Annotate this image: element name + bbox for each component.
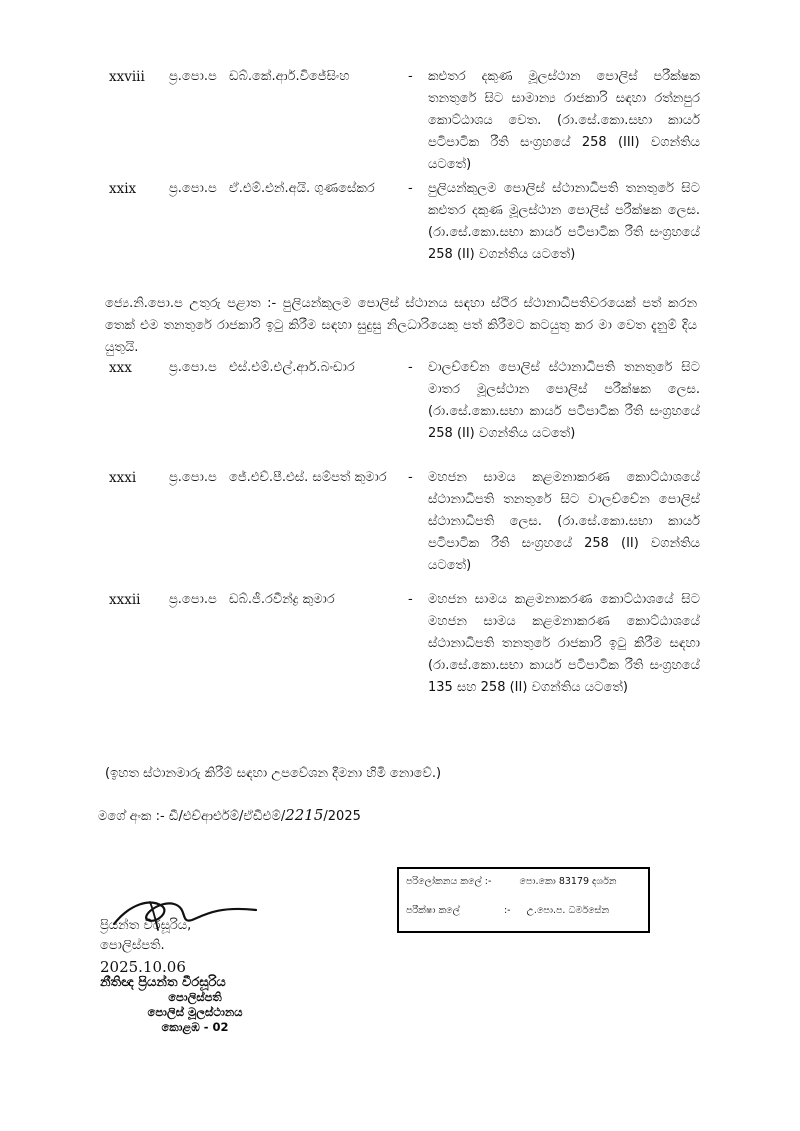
entry-rank: ප්‍ර.පො.ප <box>169 69 217 84</box>
entry-description: මහජන සාමය කළමනාකරණ කොට්ඨාශයේ සිට මහජන සාමය කළමනාකරණ කොට්ඨාශයේ ස්ථානාධිපති තනතුරේ රාජකාරි ඉටු කිරීම සඳහා (රා.සේ.කො.සභා කාර්ය පටිපාටික රීති සංග්‍රහයේ 135 සහ 258 (II) වගන්තිය යටතේ) <box>428 592 700 695</box>
entry-rank: ප්‍ර.පො.ප <box>169 360 217 375</box>
signature-date: 2025.10.06 <box>100 958 186 976</box>
entry-number: xxix <box>109 181 137 197</box>
scanned-by-label: පරිලෝකනය කලේ :- <box>406 876 492 887</box>
entry-officer-name: ඩබ්.කේ.ආර්.විජේසිංහ <box>229 69 350 84</box>
entry-officer-name: ජේ.එච්.පී.එස්. සම්පත් කුමාර <box>229 470 387 485</box>
entry-officer-name: එස්.එම්.එල්.ආර්.බංඩාර <box>229 360 355 375</box>
allowance-footnote: (ඉහත ස්ථානමාරු කිරීම් සඳහා උපවේශන දීමනා හිමි නොවේ.) <box>105 766 442 781</box>
verification-box <box>397 867 650 933</box>
entry-dash: - <box>408 360 413 375</box>
checked-by-label: පරීක්ෂා කලේ <box>406 905 460 916</box>
entry-dash: - <box>408 69 413 84</box>
entry-rank: ප්‍ර.පො.ප <box>169 181 217 196</box>
checked-by-value: උ.පො.ප. ධර්මසේන <box>526 905 610 916</box>
north-province-note: ජ්‍යෙ.නි.පො.ප උතුරු පළාත :- පුලියන්කුලම පොලිස් ස්ථානය සඳහා ස්ථිර ස්ථානාධිපතිවරයෙක් පත් කරන තෙක් එම තනතුරේ රාජකාරි ඉටු කිරීම සඳහා සුදුසු නිලධාරියෙකු පත් කිරීමට කටයුතු කර මා වෙත දැනුම් දිය යුතුයි. <box>105 296 697 355</box>
entry-officer-name: ඒ.එම්.එන්.අයි. ගුණසේකර <box>229 181 375 196</box>
entry-description: වාලච්චේන පොලිස් ස්ථානාධිපති තනතුරේ සිට මාතර මූලස්ථාන පොලිස් පරීක්ෂක ලෙස. (රා.සේ.කො.සභා කාර්ය පටිපාටික රීති සංග්‍රහයේ 258 (II) වගන්තිය යටතේ) <box>428 360 700 441</box>
reference-suffix: /2025 <box>323 809 361 824</box>
stamp-name: නීතිඥ ප්‍රියන්ත වීරසූරිය <box>100 975 226 990</box>
signatory-name: ප්‍රියන්ත වීරසූරිය, <box>100 918 192 933</box>
entry-description: පුලියන්කුලම පොලිස් ස්ථානාධිපති තනතුරේ සිට කළුතර දකුණ මූලස්ථාන පොලිස් පරීක්ෂක ලෙස. (රා.සේ.කො.සභා කාර්ය පටිපාටික රීති සංග්‍රහයේ 258 (II) වගන්තිය යටතේ) <box>428 181 700 262</box>
entry-number: xxxii <box>109 592 141 608</box>
reference-number <box>98 806 361 824</box>
scanned-by-row <box>406 876 617 887</box>
entry-officer-name: ඩබ්.ජී.රවීන්ද්‍ර කුමාර <box>229 592 335 607</box>
stamp-title: පොලිස්පති <box>168 990 222 1004</box>
checked-by-row <box>406 905 609 916</box>
official-stamp <box>100 975 290 1035</box>
reference-handwritten-number: 2215 <box>285 806 324 824</box>
entry-dash: - <box>408 470 413 485</box>
signatory-title: පොලිස්පති. <box>100 938 165 953</box>
reference-prefix: මගේ අංක :- ඩී/එච්ආර්එම්/ඒඩීඑම්/ <box>98 809 286 824</box>
stamp-office: පොලිස් මූලස්ථානය <box>147 1005 243 1019</box>
entry-rank: ප්‍ර.පො.ප <box>169 592 217 607</box>
entry-description: කළුතර දකුණ මූලස්ථාන පොලිස් පරීක්ෂක තනතුරේ සිට සාමාන්‍ය රාජකාරි සඳහා රත්නපුර කොට්ඨාශය වෙත. (රා.සේ.කො.සභා කාර්ය පටිපාටික රීති සංග්‍රහයේ 258 (III) වගන්තිය යටතේ) <box>428 69 700 172</box>
entry-dash: - <box>408 592 413 607</box>
entry-number: xxxi <box>109 470 137 486</box>
entry-number: xxviii <box>109 69 145 85</box>
entry-description: මහජන සාමය කළමනාකරණ කොට්ඨාශයේ ස්ථානාධිපති තනතුරේ සිට වාලච්චේන පොලිස් ස්ථානාධිපති ලෙස. (රා.සේ.කො.සභා කාර්ය පටිපාටික රීති සංග්‍රහයේ 258 (II) වගන්තිය යටතේ) <box>428 470 700 573</box>
entry-rank: ප්‍ර.පො.ප <box>169 470 217 485</box>
scanned-by-value: පො.කො 83179 දර්ශන <box>519 876 617 887</box>
entry-dash: - <box>408 181 413 196</box>
entry-number: xxx <box>109 360 132 376</box>
stamp-city: කොළඹ - 02 <box>161 1020 229 1034</box>
checked-by-separator: :- <box>503 905 511 916</box>
